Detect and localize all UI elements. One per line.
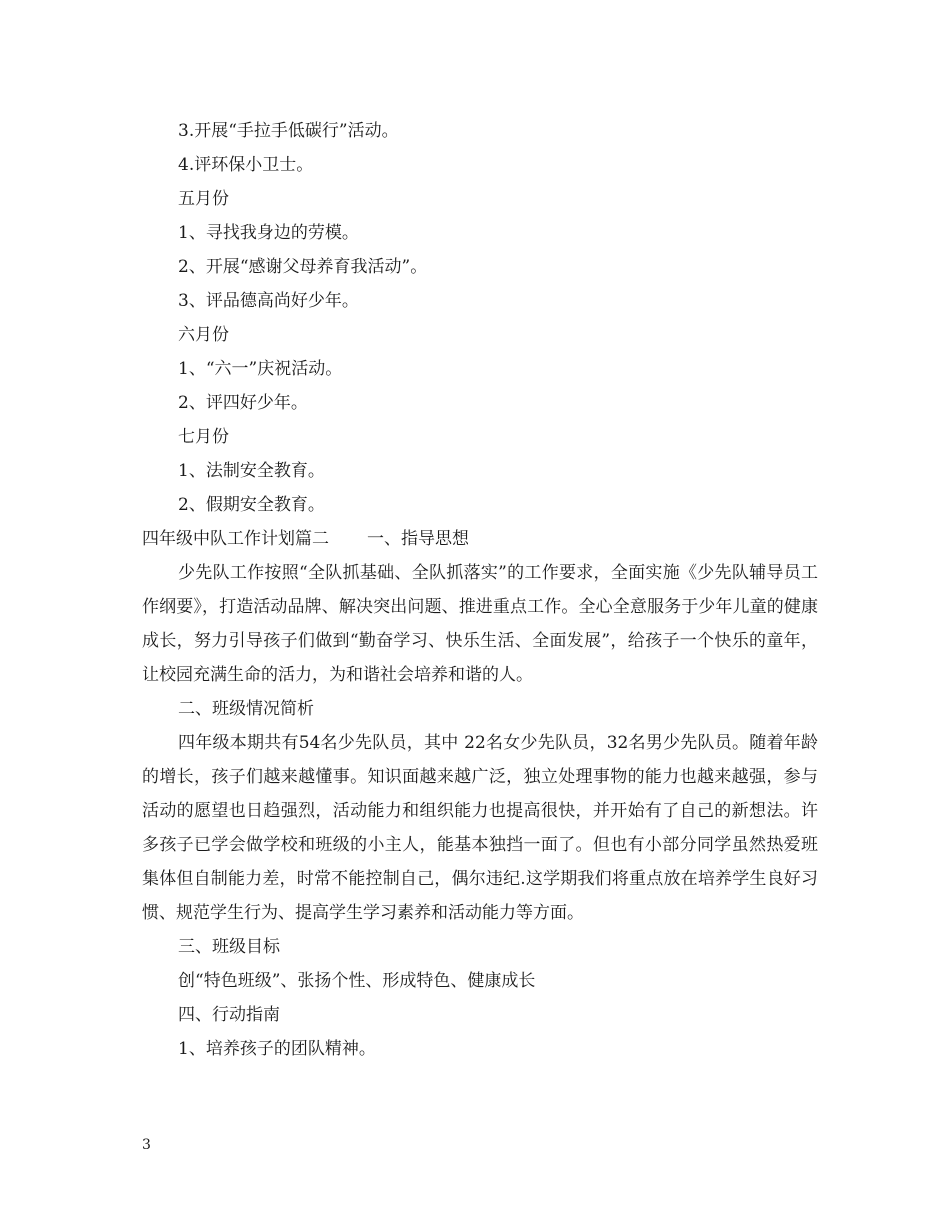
heading-class-goal: 三、班级目标	[178, 937, 280, 957]
heading-action-guide: 四、行动指南	[178, 1005, 280, 1025]
heading-class-analysis: 二、班级情况简析	[178, 699, 314, 719]
list-item: 2、开展“感谢父母养育我活动”。	[178, 257, 428, 277]
section-subheading: 一、指导思想	[367, 529, 469, 549]
list-item: 1、法制安全教育。	[178, 461, 325, 481]
document-content	[142, 114, 818, 1066]
paragraph-class-analysis: 四年级本期共有54名少先队员，其中 22名女少先队员，32名男少先队员。随着年龄的增长，孩子们越来越懂事。知识面越来越广泛，独立处理事物的能力也越来越强，参与活动的愿望也日趋强烈，活动能力和组织能力也提高很快，并开始有了自己的新想法。许多孩子已学会做学校和班级的小主人，能基本独挡一面了。但也有小部分同学虽然热爱班集体但自制能力差，时常不能控制自己，偶尔违纪.这学期我们将重点放在培养学生良好习惯、规范学生行为、提高学生学习素养和活动能力等方面。	[142, 733, 818, 923]
paragraph-guiding-thought: 少先队工作按照“全队抓基础、全队抓落实”的工作要求，全面实施《少先队辅导员工作纲要》，打造活动品牌、解决突出问题、推进重点工作。全心全意服务于少年儿童的健康成长，努力引导孩子们做到“勤奋学习、快乐生活、全面发展”，给孩子一个快乐的童年，让校园充满生命的活力，为和谐社会培养和谐的人。	[142, 563, 818, 685]
list-item: 3、评品德高尚好少年。	[178, 291, 359, 311]
list-item: 1、培养孩子的团队精神。	[178, 1039, 376, 1059]
month-heading: 五月份	[178, 189, 229, 209]
month-heading: 六月份	[178, 325, 229, 345]
list-item: 1、寻找我身边的劳模。	[178, 223, 359, 243]
section-title-line	[142, 522, 818, 556]
list-item: 1、“六一”庆祝活动。	[178, 359, 343, 379]
list-item: 3.开展“手拉手低碳行”活动。	[178, 121, 399, 141]
month-heading: 七月份	[178, 427, 229, 447]
list-item: 2、假期安全教育。	[178, 495, 325, 515]
list-item: 4.评环保小卫士。	[178, 155, 314, 175]
section-title: 四年级中队工作计划篇二	[142, 529, 329, 549]
goal-line: 创“特色班级”、张扬个性、形成特色、健康成长	[178, 971, 536, 991]
page-number: 3	[142, 1137, 151, 1153]
list-item: 2、评四好少年。	[178, 393, 308, 413]
